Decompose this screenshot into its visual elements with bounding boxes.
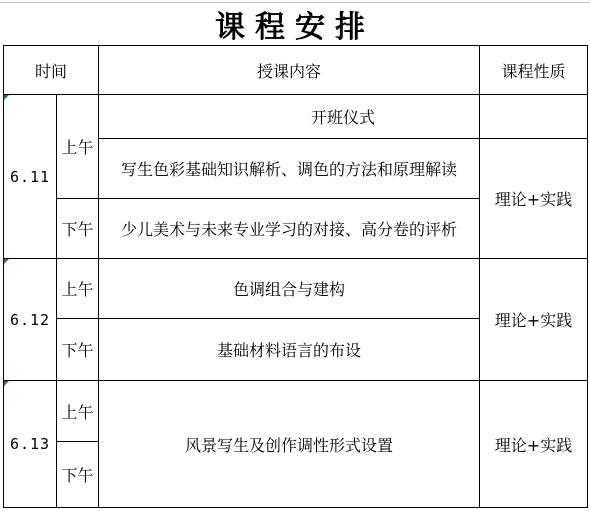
session-afternoon: 下午 [61,466,94,485]
date-cell: 6.11 [9,167,51,186]
content-cell: 基础材料语言的布设 [216,341,361,360]
content-cell: 写生色彩基础知识解析、调色的方法和原理解读 [120,160,457,179]
content-cell: 少儿美术与未来专业学习的对接、高分卷的评析 [120,220,457,239]
header-content: 授课内容 [256,61,321,81]
nature-cell: 理论+实践 [494,435,573,455]
header-nature: 课程性质 [501,61,566,81]
content-cell: 开班仪式 [310,108,375,127]
session-morning: 上午 [61,402,94,422]
content-cell: 风景写生及创作调性形式设置 [184,435,393,455]
session-afternoon: 下午 [61,341,94,360]
table-border-right [587,45,588,508]
date-cell: 6.13 [9,435,51,453]
header-time: 时间 [34,61,67,81]
session-morning: 上午 [61,280,94,299]
page-title: 课程安排 [215,10,375,45]
content-cell: 色调组合与建构 [232,280,345,299]
nature-cell: 理论+实践 [494,311,573,330]
session-afternoon: 下午 [61,220,94,239]
date-cell: 6.12 [9,310,51,329]
session-morning: 上午 [61,138,94,157]
table-border-bottom [3,507,587,508]
nature-cell: 理论+实践 [494,190,573,209]
